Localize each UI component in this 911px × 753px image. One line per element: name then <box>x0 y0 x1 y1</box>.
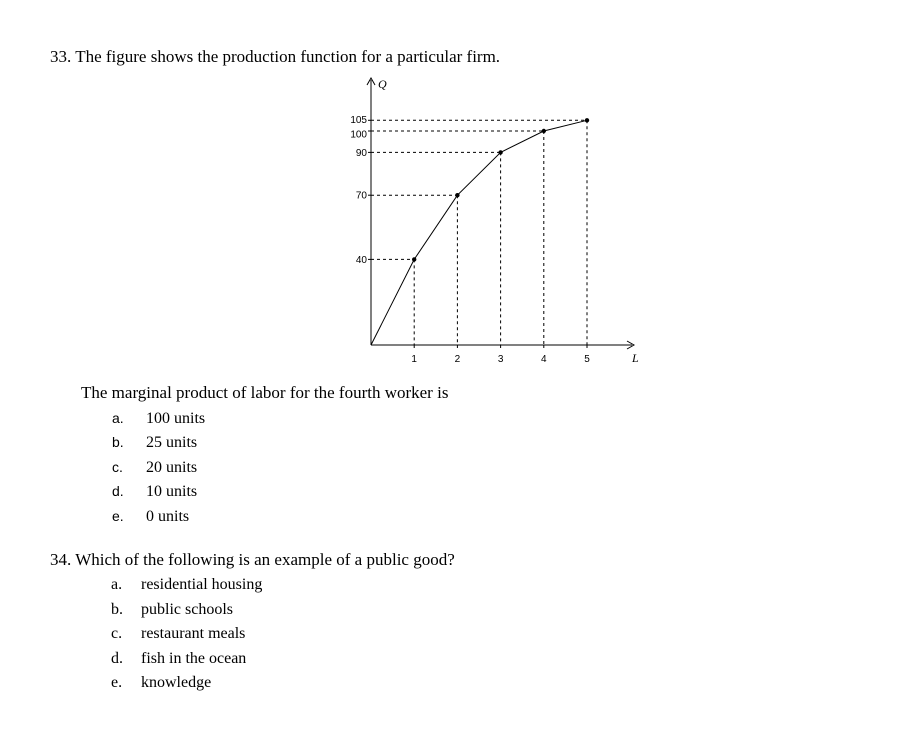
q34-option-c[interactable] <box>111 624 245 644</box>
q34-option-b[interactable] <box>111 600 233 620</box>
q33-option-b[interactable] <box>112 432 197 453</box>
option-text: fish in the ocean <box>141 650 247 667</box>
data-point <box>455 193 459 197</box>
option-text: public schools <box>141 601 233 618</box>
q34-option-d[interactable] <box>111 649 246 669</box>
option-text: 100 units <box>146 410 206 427</box>
option-text: 25 units <box>146 434 198 451</box>
x-tick-label: 3 <box>497 354 504 365</box>
q34-option-a[interactable] <box>111 575 262 595</box>
y-axis-label: Q <box>378 77 387 91</box>
x-axis-label: L <box>632 351 639 365</box>
data-point <box>585 118 589 122</box>
question-33-stem: The marginal product of labor for the fourth worker is <box>81 383 449 402</box>
option-letter: c. <box>111 625 123 642</box>
x-tick-label: 2 <box>454 354 461 365</box>
y-tick-label: 70 <box>355 190 367 202</box>
data-point <box>412 257 416 261</box>
option-letter: a. <box>112 410 124 426</box>
y-tick-label: 100 <box>350 129 367 141</box>
data-point <box>498 150 502 154</box>
option-text: 20 units <box>146 459 198 476</box>
option-letter: d. <box>111 650 123 667</box>
q33-option-d[interactable] <box>112 481 197 502</box>
y-tick-label: 105 <box>350 114 367 126</box>
question-34-title: 34. Which of the following is an example of a public good? <box>50 550 455 569</box>
q33-option-e[interactable] <box>112 506 189 527</box>
option-letter: c. <box>112 459 123 475</box>
x-tick-label: 5 <box>584 354 590 365</box>
x-tick-label: 4 <box>541 354 547 365</box>
option-letter: b. <box>111 601 123 618</box>
y-tick-label: 90 <box>355 147 367 159</box>
option-letter: b. <box>112 434 124 450</box>
production-function-line <box>371 120 587 345</box>
q33-option-c[interactable] <box>112 457 197 478</box>
option-letter: e. <box>111 674 123 691</box>
option-letter: e. <box>112 508 124 524</box>
option-letter: d. <box>112 483 124 499</box>
option-text: 10 units <box>146 483 198 500</box>
option-text: 0 units <box>146 508 190 525</box>
x-tick-label: 1 <box>411 354 417 365</box>
question-33-title: 33. The figure shows the production function for a particular firm. <box>50 47 501 66</box>
option-text: restaurant meals <box>141 625 246 642</box>
q34-option-e[interactable] <box>111 673 211 693</box>
q33-option-a[interactable] <box>112 408 205 429</box>
option-letter: a. <box>111 576 123 593</box>
y-tick-label: 40 <box>355 254 367 266</box>
option-text: residential housing <box>141 576 263 593</box>
data-point <box>542 129 546 133</box>
option-text: knowledge <box>141 674 212 691</box>
